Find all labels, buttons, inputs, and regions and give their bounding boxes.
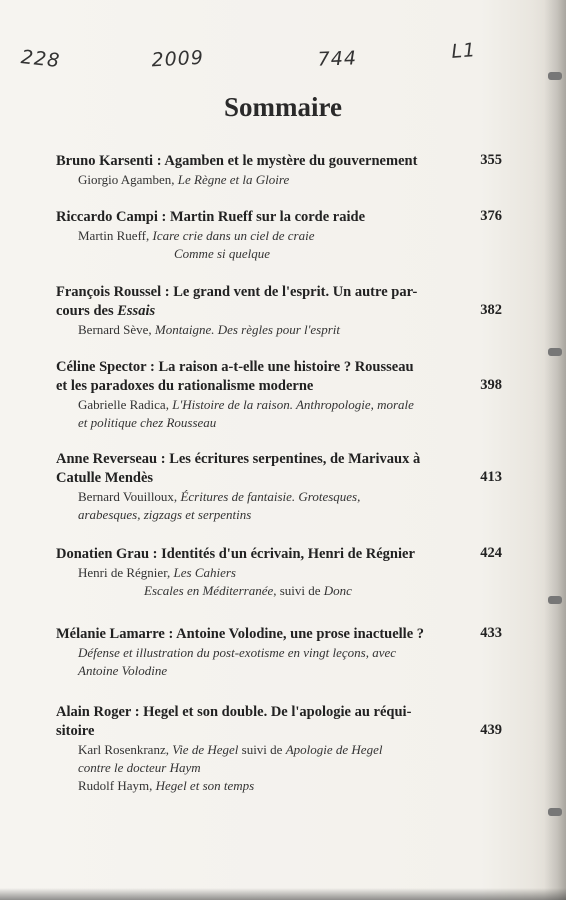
handwritten-note: 744 — [317, 47, 358, 71]
entry-article-title: Martin Rueff sur la corde raide — [169, 209, 366, 225]
binding-staple — [548, 808, 562, 816]
binding-staple — [548, 348, 562, 356]
page-title: Sommaire — [224, 92, 342, 122]
reviewed-work: Escales en Méditerranée, suivi de Donc — [144, 583, 352, 598]
reviewed-work: Bernard Sève, Montaigne. Des règles pour l'esprit — [78, 322, 341, 337]
toc-entry-title: Donatien Grau : Identités d'un écrivain, Henri de Régnier — [56, 546, 415, 562]
entry-article-title: Identités d'un écrivain, Henri de Régnier — [161, 546, 415, 562]
reviewed-work: et politique chez Rousseau — [78, 415, 217, 430]
reviewed-work: Gabrielle Radica, L'Histoire de la raison. Anthropologie, morale — [78, 397, 414, 412]
toc-entry-title: sitoire — [56, 723, 95, 739]
toc-entry-title: Mélanie Lamarre : Antoine Volodine, une prose inactuelle ? — [56, 626, 425, 642]
page-bottom-edge — [0, 888, 566, 900]
toc-entry-title: Bruno Karsenti : Agamben et le mystère du gouvernement — [56, 153, 418, 169]
toc-entry — [56, 703, 496, 795]
page-number: 433 — [480, 625, 502, 641]
toc-entry — [56, 450, 496, 524]
entry-author: Donatien Grau — [56, 546, 150, 562]
reviewed-work: Rudolf Haym, Hegel et son temps — [78, 778, 255, 793]
entry-author: Alain Roger — [56, 704, 132, 720]
page-binding-shadow — [544, 0, 566, 900]
entry-article-title: Hegel et son double. De l'apologie au réqui- — [143, 704, 412, 720]
handwritten-note: 2009 — [150, 46, 205, 72]
handwritten-note: 228 — [19, 46, 62, 73]
toc-entry — [56, 545, 496, 600]
toc-entry-title: Catulle Mendès — [56, 470, 154, 486]
reviewed-work: Martin Rueff, Icare crie dans un ciel de craie — [78, 228, 315, 243]
page-number: 376 — [480, 208, 502, 224]
toc-entry-title: Anne Reverseau : Les écritures serpentines, de Marivaux à — [56, 451, 421, 467]
entry-article-title: Agamben et le mystère du gouvernement — [164, 153, 418, 169]
toc-entry — [56, 283, 496, 339]
binding-staple — [548, 72, 562, 80]
page-number: 382 — [480, 302, 502, 318]
reviewed-work: Antoine Volodine — [78, 663, 168, 678]
page-number: 439 — [480, 722, 502, 738]
entry-article-title: Antoine Volodine, une prose inactuelle ? — [176, 626, 425, 642]
reviewed-work: Bernard Vouilloux, Écritures de fantaisie. Grotesques, — [78, 489, 361, 504]
entry-article-title: La raison a-t-elle une histoire ? Rousseau — [158, 359, 414, 375]
page-number: 424 — [480, 545, 502, 561]
entry-author: Céline Spector — [56, 359, 147, 375]
toc-entry — [56, 625, 496, 680]
reviewed-work: contre le docteur Haym — [78, 760, 201, 775]
entry-article-title: Les écritures serpentines, de Marivaux à — [169, 451, 421, 467]
toc-entry-title: cours des Essais — [56, 303, 156, 319]
toc-entry-title: et les paradoxes du rationalisme moderne — [56, 378, 314, 394]
page-number: 398 — [480, 377, 502, 393]
entry-author: Mélanie Lamarre — [56, 626, 165, 642]
entry-author: Riccardo Campi — [56, 209, 158, 225]
toc-entry-title: François Roussel : Le grand vent de l'esprit. Un autre par- — [56, 284, 418, 300]
reviewed-work: Henri de Régnier, Les Cahiers — [78, 565, 236, 580]
handwritten-note: L1 — [450, 39, 477, 63]
reviewed-work: arabesques, zigzags et serpentins — [78, 507, 252, 522]
toc-entry — [56, 208, 496, 263]
toc-entry-title: Céline Spector : La raison a-t-elle une histoire ? Rousseau — [56, 359, 414, 375]
reviewed-work: Comme si quelque — [174, 246, 271, 261]
toc-entry — [56, 152, 496, 189]
page-number: 413 — [480, 469, 502, 485]
entry-author: Anne Reverseau — [56, 451, 158, 467]
binding-staple — [548, 596, 562, 604]
reviewed-work: Karl Rosenkranz, Vie de Hegel suivi de Apologie de Hegel — [78, 742, 383, 757]
toc-entry — [56, 358, 496, 432]
entry-article-title: Le grand vent de l'esprit. Un autre par- — [173, 284, 418, 300]
toc-entry-title: Riccardo Campi : Martin Rueff sur la corde raide — [56, 209, 366, 225]
entry-author: François Roussel — [56, 284, 162, 300]
reviewed-work: Défense et illustration du post-exotisme en vingt leçons, avec — [78, 645, 397, 660]
page-number: 355 — [480, 152, 502, 168]
entry-author: Bruno Karsenti — [56, 153, 154, 169]
reviewed-work: Giorgio Agamben, Le Règne et la Gloire — [78, 172, 290, 187]
toc-entry-title: Alain Roger : Hegel et son double. De l'apologie au réqui- — [56, 704, 412, 720]
